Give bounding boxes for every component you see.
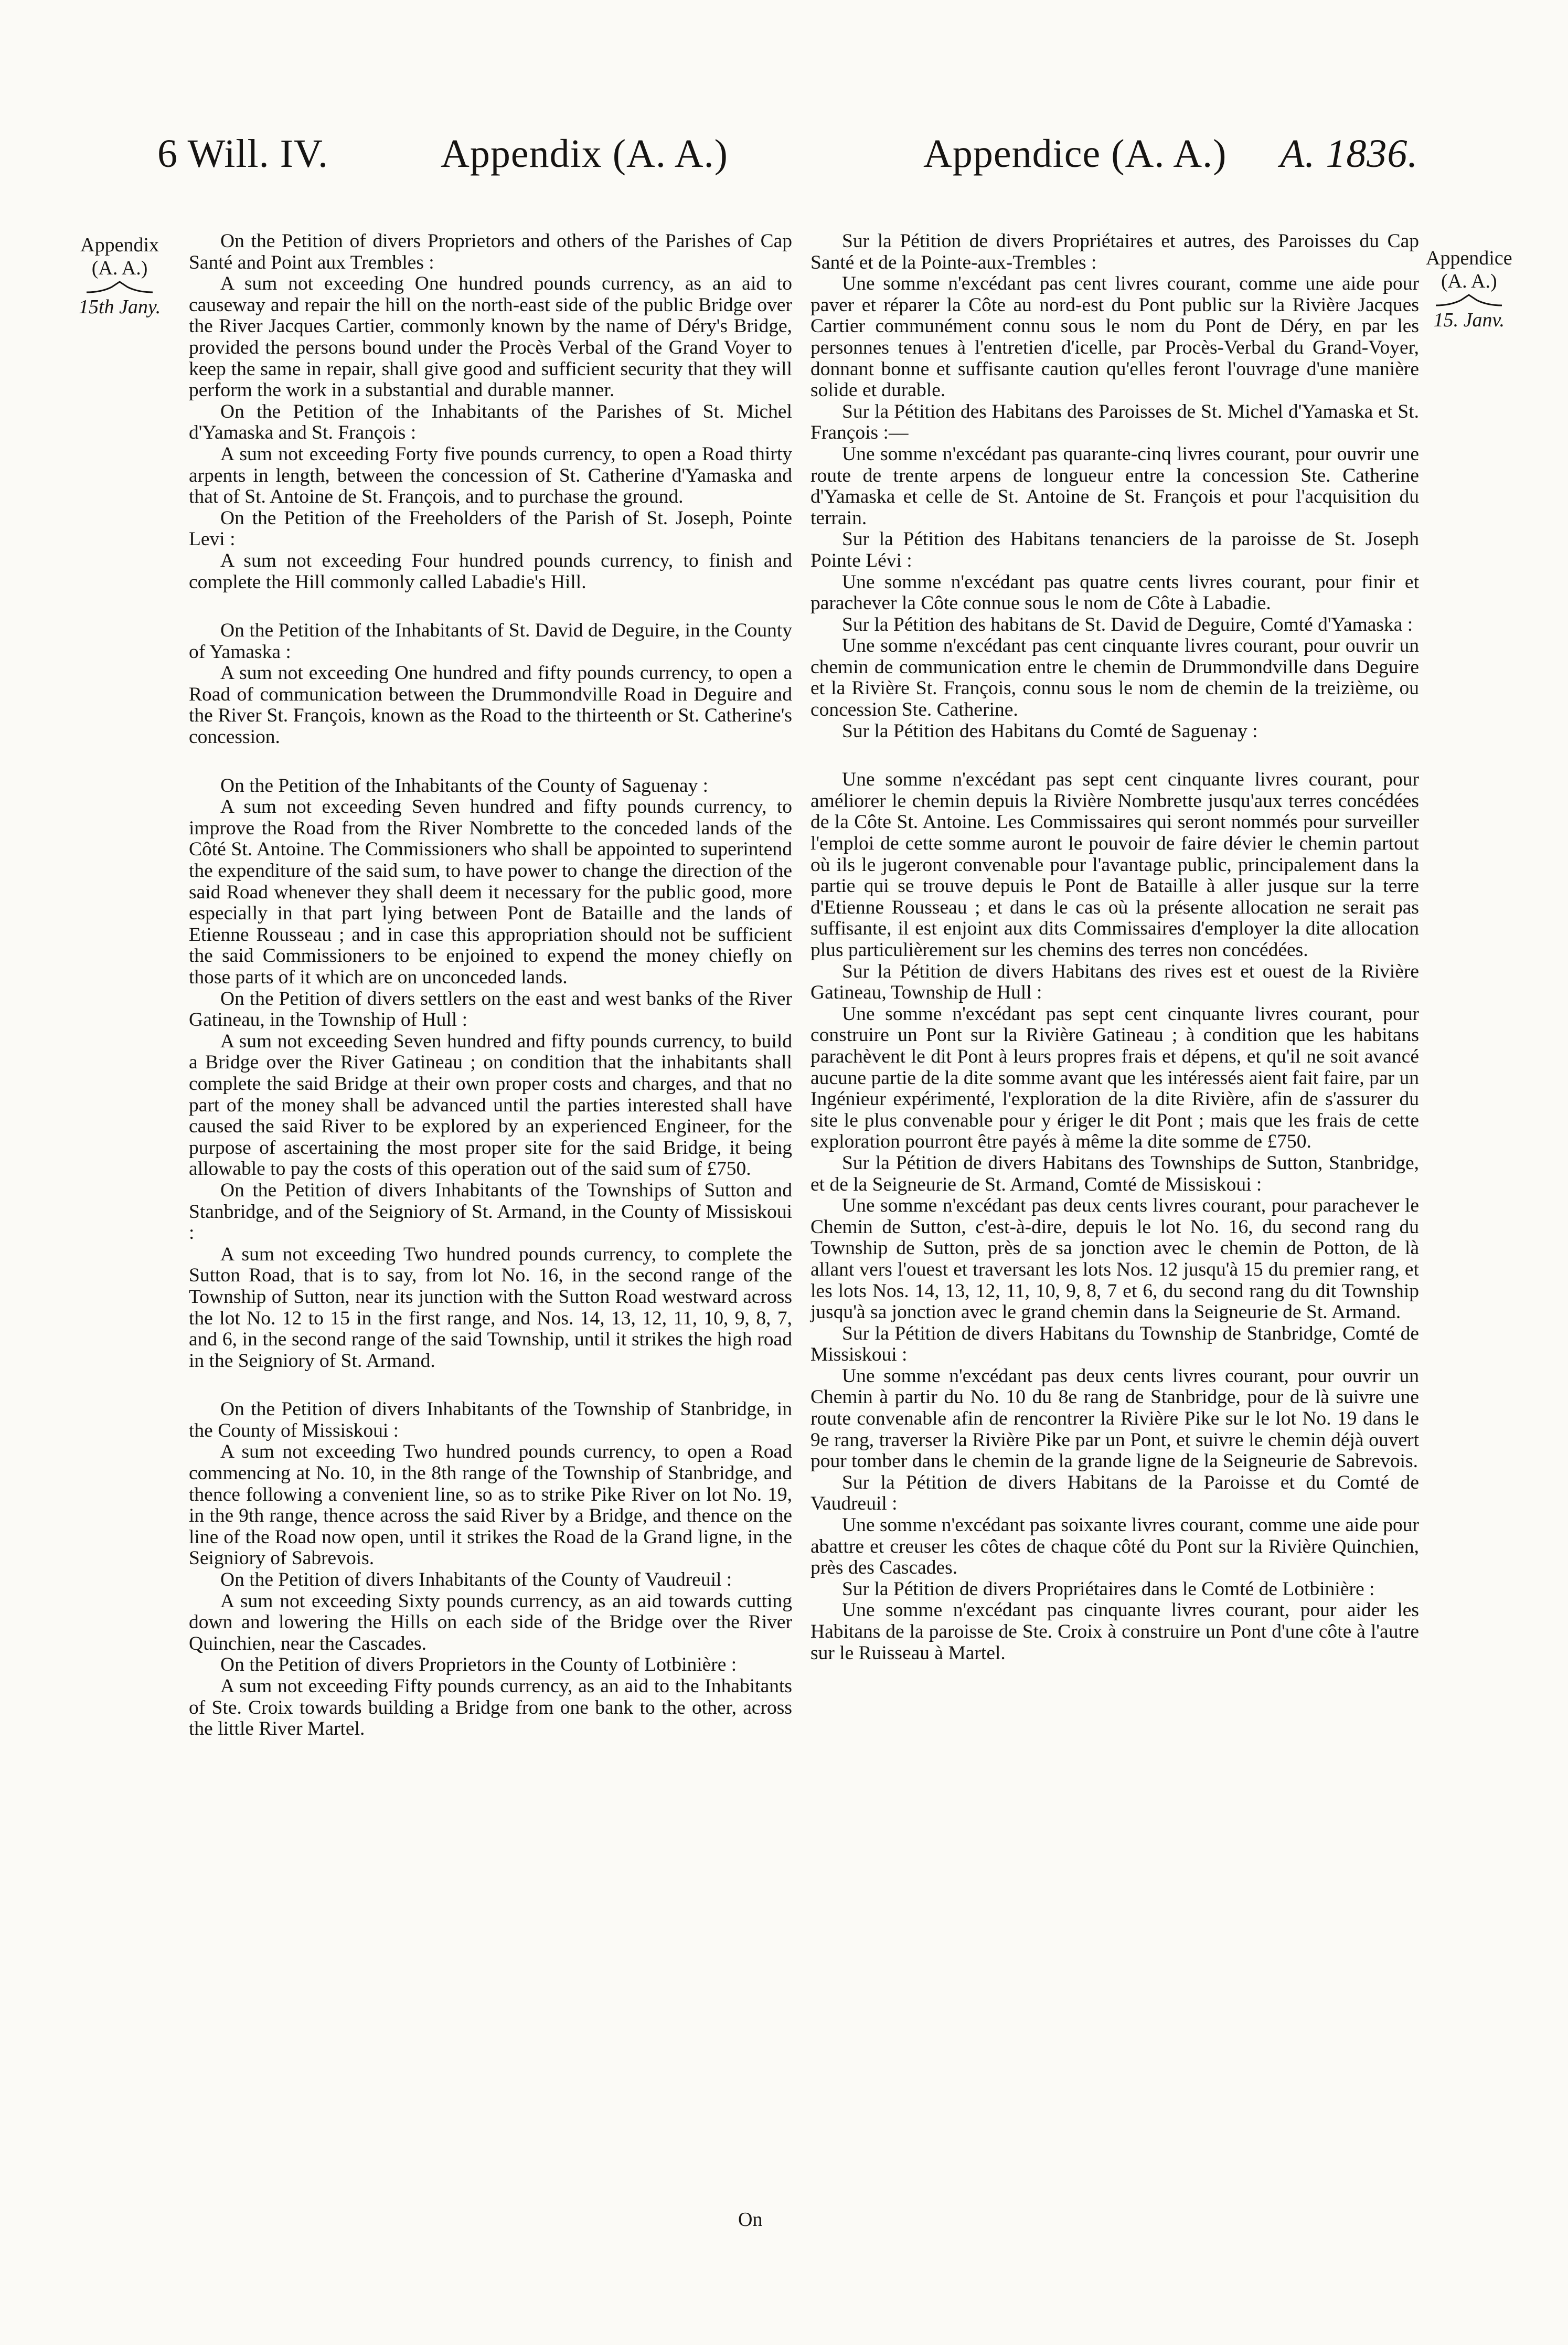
paragraph: Sur la Pétition des Habitans du Comté de Saguenay : xyxy=(842,720,1258,742)
paragraph: Une somme n'excédant pas cent cinquante livres courant, pour ouvrir un chemin de communication entre le chemin de Drummondville dans Deguire et la Rivière St. François, connu sous le nom de chemin de la treizième, ou concession Ste. Catherine. xyxy=(810,635,1419,721)
paragraph: Sur la Pétition des Habitans tenanciers de la paroisse de St. Joseph Pointe Lévi : xyxy=(810,528,1419,571)
margin-label: Appendix xyxy=(80,234,159,256)
margin-date: 15th Jany. xyxy=(79,296,161,318)
paragraph: Sur la Pétition de divers Habitans des Townships de Sutton, Stanbridge, et de la Seigneurie de St. Armand, Comté de Missiskoui : xyxy=(810,1152,1419,1195)
margin-code: (A. A.) xyxy=(91,257,148,279)
paragraph: On the Petition of the Freeholders of the Parish of St. Joseph, Pointe Levi : xyxy=(189,507,792,550)
paragraph: Une somme n'excédant pas quatre cents livres courant, pour finir et parachever la Côte connue sous le nom de Côte à Labadie. xyxy=(810,571,1419,614)
paragraph: A sum not exceeding Seven hundred and fifty pounds currency, to improve the Road from the River Nombrette to the conceded lands of the Côté St. Antoine. The Commissioners who shall be appointed to superintend the expenditure of the said sum, to have power to change the direction of the said Road whenever they shall deem it necessary for the public good, more especially in that part lying between Pont de Bataille and the lands of Etienne Rousseau ; and in case this appropriation should not be sufficient the said Commissioners to be enjoined to expend the money chiefly on those parts of it which are on unconceded lands. xyxy=(189,796,792,988)
paragraph: A sum not exceeding Two hundred pounds currency, to complete the Sutton Road, that is to say, from lot No. 16, in the second range of the Township of Sutton, near its junction with the Sutton Road westward across the lot No. 12 to 15 in the first range, and Nos. 14, 13, 12, 11, 10, 9, 8, 7, and 6, in the second range of the said Township, until it strikes the high road in the Seigniory of St. Armand. xyxy=(189,1243,792,1372)
paragraph: On the Petition of divers settlers on the east and west banks of the River Gatineau, in the Township of Hull : xyxy=(189,988,792,1031)
margin-label: Appendice xyxy=(1426,247,1512,269)
paragraph: Sur la Pétition des habitans de St. David de Deguire, Comté d'Yamaska : xyxy=(842,613,1413,635)
header-appendix-english: Appendix (A. A.) xyxy=(441,132,728,176)
header-reign: 6 Will. IV. xyxy=(157,132,329,176)
paragraph: A sum not exceeding Two hundred pounds currency, to open a Road commencing at No. 10, in the 8th range of the Township of Stanbridge, and thence following a convenient line, so as to strike Pike River on lot No. 19, in the 9th range, thence across the said River by a Bridge, and thence on the line of the Road now open, until it strikes the Road de la Grand ligne, in the Seigniory of Sabrevois. xyxy=(189,1441,792,1569)
paragraph: On the Petition of the Inhabitants of the County of Saguenay : xyxy=(220,774,709,797)
margin-code: (A. A.) xyxy=(1441,270,1497,292)
paragraph: Sur la Pétition de divers Propriétaires dans le Comté de Lotbinière : xyxy=(842,1578,1375,1600)
paragraph: Sur la Pétition de divers Habitans des rives est et ouest de la Rivière Gatineau, Township de Hull : xyxy=(810,960,1419,1004)
paragraph: A sum not exceeding One hundred and fifty pounds currency, to open a Road of communication between the Drummondville Road in Deguire and the River St. François, known as the Road to the thirteenth or St. Catherine's concession. xyxy=(189,662,792,748)
paragraph: Sur la Pétition de divers Propriétaires et autres, des Paroisses du Cap Santé et de la Pointe-aux-Trembles : xyxy=(810,230,1419,273)
paragraph: On the Petition of the Inhabitants of the Parishes of St. Michel d'Yamaska and St. François : xyxy=(189,400,792,444)
paragraph: Une somme n'excédant pas quarante-cinq livres courant, pour ouvrir une route de trente arpens de longueur entre la concession Ste. Catherine d'Yamaska et celle de St. Antoine de St. François et pour l'acquisition du terrain. xyxy=(810,443,1419,529)
paragraph: On the Petition of divers Inhabitants of the County of Vaudreuil : xyxy=(220,1569,732,1591)
right-margin-note xyxy=(1426,247,1512,332)
margin-date: 15. Janv. xyxy=(1433,309,1505,331)
paragraph: Une somme n'excédant pas cent livres courant, comme une aide pour paver et réparer la Côte au nord-est du Pont public sur la Rivière Jacques Cartier communément connu sous le nom du Pont de Déry, en par les personnes tenues à l'entretien d'icelle, par Procès-Verbal du Grand-Voyer, donnant bonne et suffisante caution qu'elles feront l'ouvrage d'une manière solide et durable. xyxy=(810,273,1419,401)
paragraph: Sur la Pétition de divers Habitans du Township de Stanbridge, Comté de Missiskoui : xyxy=(810,1322,1419,1366)
paragraph: Une somme n'excédant pas sept cent cinquante livres courant, pour construire un Pont sur la Rivière Gatineau ; à condition que les habitans parachèvent le dit Pont à leurs propres frais et dépens, et qu'il ne soit avancé aucune partie de la dite somme avant que les intéressés aient fait faire, par un Ingénieur expérimenté, l'exploration de la dite Rivière, afin de s'assurer du site le plus convenable pour y ériger le dit Pont ; mais que les frais de cette exploration pourront être payés à même la dite somme de £750. xyxy=(810,1003,1419,1153)
paragraph: On the Petition of divers Proprietors in the County of Lotbinière : xyxy=(220,1654,737,1676)
header-year: A. 1836. xyxy=(1280,132,1418,176)
header-appendix-french: Appendice (A. A.) xyxy=(923,132,1227,176)
paragraph: Une somme n'excédant pas deux cents livres courant, pour parachever le Chemin de Sutton, c'est-à-dire, depuis le lot No. 16, du second rang du Township de Sutton, près de sa jonction avec le chemin de Potton, de là allant vers l'ouest et traversant les lots Nos. 12 jusqu'à 15 du premier rang, et les lots Nos. 14, 13, 12, 11, 10, 9, 8, 7 et 6, du second rang du dit Township jusqu'à sa jonction avec le grand chemin dans la Seigneurie de St. Armand. xyxy=(810,1195,1419,1323)
english-column xyxy=(189,231,792,1740)
paragraph: Une somme n'excédant pas sept cent cinquante livres courant, pour améliorer le chemin depuis la Rivière Nombrette jusqu'aux terres concédées de la Côte St. Antoine. Les Commissaires qui seront nommés pour surveiller l'emploi de cette somme auront le pouvoir de faire dévier le chemin partout où ils le jugeront convenable pour l'avantage public, principalement dans la partie qui se trouve depuis le Pont de Bataille à aller jusque sur la terre d'Etienne Rousseau ; et dans le cas où la présente allocation ne serait pas suffisante, il est enjoint aux dits Commissaires d'employer la dite allocation plus particulièrement sur les chemins des terres non concédées. xyxy=(810,769,1419,961)
paragraph: Sur la Pétition des Habitans des Paroisses de St. Michel d'Yamaska et St. François :— xyxy=(810,400,1419,444)
paragraph: A sum not exceeding Sixty pounds currency, as an aid towards cutting down and lowering the Hills on each side of the Bridge over the River Quinchien, near the Cascades. xyxy=(189,1590,792,1654)
catchword: On xyxy=(738,2209,763,2231)
french-column xyxy=(810,231,1419,1664)
paragraph: A sum not exceeding Forty five pounds currency, to open a Road thirty arpents in length, between the concession of St. Catherine d'Yamaska and that of St. Antoine de St. François, and to purchase the ground. xyxy=(189,443,792,508)
paragraph: Une somme n'excédant pas deux cents livres courant, pour ouvrir un Chemin à partir du No. 10 du 8e rang de Stanbridge, pour de là suivre une route convenable afin de rencontrer la Rivière Pike sur le lot No. 19 dans le 9e rang, traverser la Rivière Pike par un Pont, et suivre le chemin déjà ouvert pour tomber dans le chemin de la grande ligne de la Seigneurie de Sabrevois. xyxy=(810,1365,1419,1472)
paragraph: Une somme n'excédant pas cinquante livres courant, pour aider les Habitans de la paroisse de Ste. Croix à construire un Pont d'une côte à l'autre sur le Ruisseau à Martel. xyxy=(810,1599,1419,1664)
running-header xyxy=(157,131,1437,189)
paragraph: On the Petition of divers Inhabitants of the Township of Stanbridge, in the County of Missiskoui : xyxy=(189,1398,792,1441)
paragraph: A sum not exceeding Fifty pounds currency, as an aid to the Inhabitants of Ste. Croix towards building a Bridge from one bank to the other, across the little River Martel. xyxy=(189,1675,792,1740)
paragraph: A sum not exceeding Four hundred pounds currency, to finish and complete the Hill commonly called Labadie's Hill. xyxy=(189,549,792,593)
brace-icon xyxy=(1435,294,1503,307)
paragraph: Sur la Pétition de divers Habitans de la Paroisse et du Comté de Vaudreuil : xyxy=(810,1471,1419,1515)
paragraph: On the Petition of divers Proprietors and others of the Parishes of Cap Santé and Point aux Trembles : xyxy=(189,230,792,273)
paragraph: On the Petition of the Inhabitants of St. David de Deguire, in the County of Yamaska : xyxy=(189,620,792,663)
paragraph: Une somme n'excédant pas soixante livres courant, comme une aide pour abattre et creuser les côtes de chaque côté du Pont sur la Rivière Quinchien, près des Cascades. xyxy=(810,1514,1419,1579)
left-margin-note xyxy=(79,234,161,319)
paragraph: A sum not exceeding One hundred pounds currency, as an aid to causeway and repair the hill on the north-east side of the public Bridge over the River Jacques Cartier, commonly known by the name of Déry's Bridge, provided the persons bound under the Procès Verbal of the Grand Voyer to keep the same in repair, shall give good and sufficient security that they will perform the work in a substantial and durable manner. xyxy=(189,273,792,401)
paragraph: On the Petition of divers Inhabitants of the Townships of Sutton and Stanbridge, and of the Seigniory of St. Armand, in the County of Missiskoui : xyxy=(189,1179,792,1244)
brace-icon xyxy=(86,281,154,294)
paragraph: A sum not exceeding Seven hundred and fifty pounds currency, to build a Bridge over the River Gatineau ; on condition that the inhabitants shall complete the said Bridge at their own proper costs and charges, and that no part of the money shall be advanced until the parties interested shall have caused the said River to be explored by an experienced Engineer, for the purpose of ascertaining the most proper site for the said Bridge, it being allowable to pay the costs of this operation out of the said sum of £750. xyxy=(189,1030,792,1180)
